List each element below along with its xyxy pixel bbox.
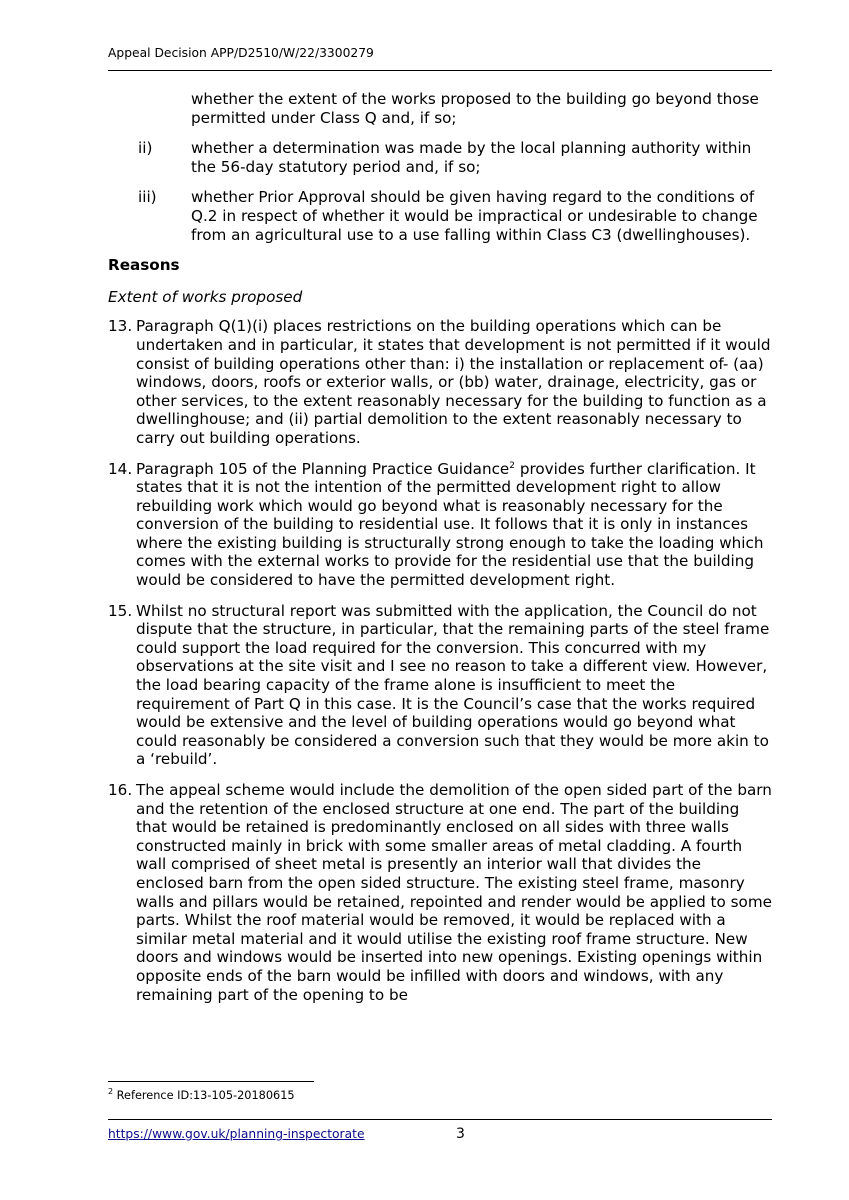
paragraph-text-continued: provides further clarification. It states that it is not the intention of the permitted development right to allow rebuilding work which would go beyond what is reasonably necessary for the conversion of the building to residential use. It follows that it is only in instances where the existing building is structurally strong enough to take the loading which comes with the external works to provide for the residential use that the building would be considered to have the permitted development right.	[136, 459, 764, 590]
issue-number: ii)	[138, 139, 153, 158]
numbered-paragraph	[108, 781, 772, 1004]
numbered-paragraph	[108, 317, 772, 447]
section-subheading: Extent of works proposed	[108, 287, 303, 306]
paragraph-number: 13.	[108, 317, 133, 336]
issue-number: iii)	[138, 188, 157, 207]
footnote-text: Reference ID:13-105-20180615	[113, 1089, 295, 1102]
paragraph-number: 15.	[108, 601, 133, 620]
issue-text: whether Prior Approval should be given having regard to the conditions of Q.2 in respect of whether it would be impractical or undesirable to change from an agricultural use to a use falling within Class C3 (dwellinghouses).	[191, 188, 758, 244]
issue-item	[108, 139, 772, 176]
footnote-reference[interactable]: 2	[509, 460, 516, 471]
paragraph-text: The appeal scheme would include the demolition of the open sided part of the barn and the retention of the enclosed structure at one end. The part of the building that would be retained is predominantly enclosed on all sides with three walls constructed mainly in brick with some smaller areas of metal cladding. A fourth wall comprised of sheet metal is presently an interior wall that divides the enclosed barn from the open sided structure. The existing steel frame, masonry walls and pillars would be retained, repointed and render would be applied to some parts. Whilst the roof material would be removed, it would be replaced with a similar metal material and it would utilise the existing roof frame structure. New doors and windows would be inserted into new openings. Existing openings within opposite ends of the barn would be infilled with doors and windows, with any remaining part of the opening to be	[136, 781, 772, 1004]
issue-item	[108, 188, 772, 244]
page-number: 3	[456, 1126, 465, 1142]
footer-divider	[108, 1119, 772, 1120]
section-heading: Reasons	[108, 256, 180, 275]
issue-text: whether the extent of the works proposed to the building go beyond those permitted under Class Q and, if so;	[191, 90, 759, 127]
issue-text: whether a determination was made by the local planning authority within the 56-day statutory period and, if so;	[191, 139, 752, 176]
main-content	[108, 90, 772, 1016]
footnote	[108, 1089, 295, 1102]
paragraph-text: Whilst no structural report was submitted with the application, the Council do not dispute that the structure, in particular, that the remaining parts of the steel frame could support the load required for the conversion. This concurred with my observations at the site visit and I see no reason to take a different view. However, the load bearing capacity of the frame alone is insufficient to meet the requirement of Part Q in this case. It is the Council’s case that the works required would be extensive and the level of building operations would go beyond what could reasonably be considered a conversion such that they would be more akin to a ‘rebuild’.	[136, 601, 770, 769]
header-divider	[108, 70, 772, 71]
footnote-divider	[108, 1081, 314, 1082]
numbered-paragraph	[108, 602, 772, 769]
issue-item	[108, 90, 772, 127]
numbered-paragraph	[108, 460, 772, 590]
paragraph-text: Paragraph 105 of the Planning Practice Guidance	[136, 459, 510, 478]
paragraph-number: 16.	[108, 781, 133, 799]
footer-website-link[interactable]: https://www.gov.uk/planning-inspectorate	[108, 1127, 365, 1141]
paragraph-text: Paragraph Q(1)(i) places restrictions on the building operations which can be undertaken and in particular, it states that development is not permitted if it would consist of building operations other than: i) the installation or replacement of- (aa) windows, doors, roofs or exterior walls, or (bb) water, drainage, electricity, gas or other services, to the extent reasonably necessary for the building to function as a dwellinghouse; and (ii) partial demolition to the extent reasonably necessary to carry out building operations.	[136, 317, 771, 447]
footnote-number: 2	[108, 1087, 114, 1097]
page-header: Appeal Decision APP/D2510/W/22/3300279	[108, 46, 374, 60]
paragraph-number: 14.	[108, 459, 133, 478]
